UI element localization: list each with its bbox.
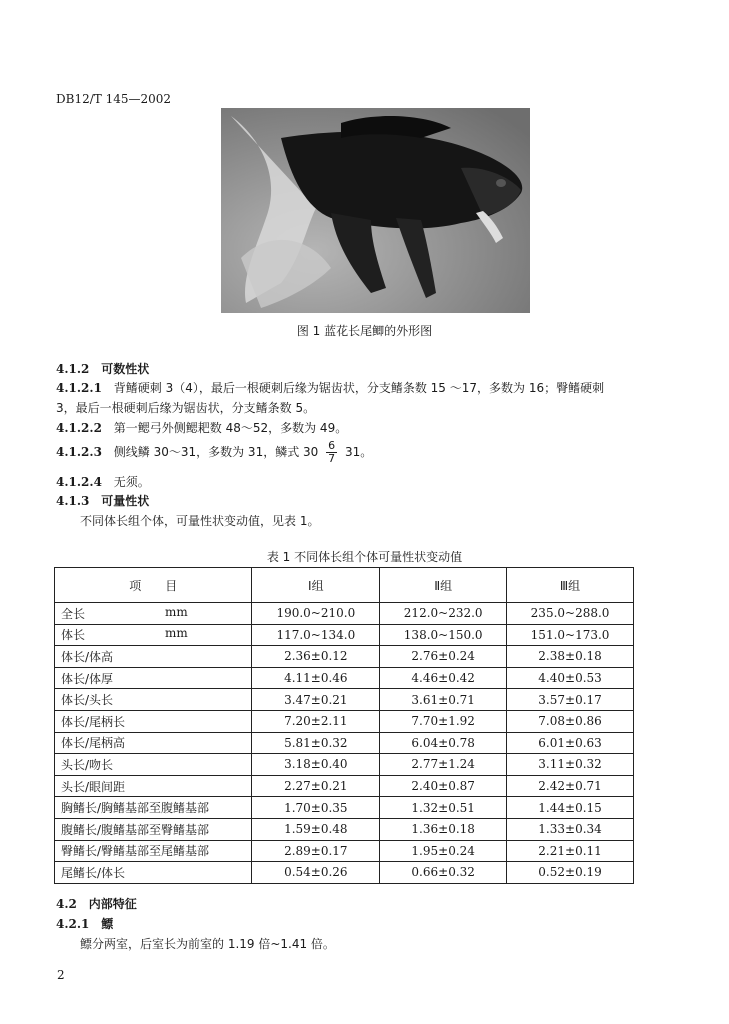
table-row (55, 862, 634, 884)
table-row (55, 646, 634, 668)
column-header: 项 目 (55, 568, 252, 603)
section-title: 鳔 (101, 917, 114, 931)
table-row (55, 603, 634, 625)
column-header: Ⅱ组 (380, 568, 507, 603)
value-cell: 4.40±0.53 (507, 667, 634, 689)
paragraph-text: 第一鳃弓外侧鳃耙数 48～52，多数为 49。 (113, 421, 348, 435)
value-cell: 235.0~288.0 (507, 603, 634, 625)
row-label-cell (55, 646, 252, 668)
row-label: 体长/体厚 (61, 671, 114, 686)
paragraph-text: 背鳍硬刺 3（4），最后一根硬刺后缘为锯齿状，分支鳍条数 15 ～17，多数为 16；臀鳍硬刺 (113, 381, 605, 395)
row-label: 体长/尾柄长 (61, 714, 126, 729)
row-label-cell (55, 689, 252, 711)
value-cell: 2.76±0.24 (380, 646, 507, 668)
row-unit: mm (165, 626, 188, 641)
table-row (55, 840, 634, 862)
value-cell: 0.54±0.26 (252, 862, 380, 884)
table-row (55, 689, 634, 711)
value-cell: 1.32±0.51 (380, 797, 507, 819)
value-cell: 212.0~232.0 (380, 603, 507, 625)
scale-formula-fraction (326, 440, 337, 465)
table-header-row (55, 568, 634, 603)
value-cell: 190.0~210.0 (252, 603, 380, 625)
row-label-cell (55, 818, 252, 840)
value-cell: 3.18±0.40 (252, 754, 380, 776)
value-cell: 6.01±0.63 (507, 732, 634, 754)
row-label: 体长/头长 (61, 693, 114, 708)
table-body (55, 603, 634, 884)
value-cell: 1.59±0.48 (252, 818, 380, 840)
value-cell: 7.70±1.92 (380, 710, 507, 732)
table-row (55, 775, 634, 797)
paragraph-text-end: 31。 (344, 445, 373, 459)
value-cell: 6.04±0.78 (380, 732, 507, 754)
row-label: 头长/吻长 (61, 757, 114, 772)
value-cell: 2.42±0.71 (507, 775, 634, 797)
table-row (55, 624, 634, 646)
value-cell: 1.33±0.34 (507, 818, 634, 840)
row-label-cell (55, 603, 252, 625)
value-cell: 7.08±0.86 (507, 710, 634, 732)
row-label-cell (55, 797, 252, 819)
row-label: 臀鳍长/臀鳍基部至尾鳍基部 (61, 844, 210, 859)
document-code: DB12/T 145—2002 (56, 92, 172, 106)
section-number: 4.1.2.3 (56, 445, 102, 459)
paragraph-4-1-2-3 (56, 440, 372, 465)
value-cell: 1.95±0.24 (380, 840, 507, 862)
value-cell: 138.0~150.0 (380, 624, 507, 646)
value-cell: 117.0~134.0 (252, 624, 380, 646)
paragraph-text: 无须。 (113, 475, 150, 489)
table-row (55, 710, 634, 732)
value-cell: 2.38±0.18 (507, 646, 634, 668)
table-row (55, 667, 634, 689)
value-cell: 1.44±0.15 (507, 797, 634, 819)
row-label: 胸鳍长/胸鳍基部至腹鳍基部 (61, 801, 210, 816)
value-cell: 2.21±0.11 (507, 840, 634, 862)
paragraph-4-2-1: 鳔分两室，后室长为前室的 1.19 倍~1.41 倍。 (80, 937, 335, 951)
heading-4-1-3 (56, 492, 149, 509)
value-cell: 4.11±0.46 (252, 667, 380, 689)
measurement-table (54, 567, 634, 884)
row-label-cell (55, 667, 252, 689)
section-number: 4.1.3 (56, 494, 90, 508)
fish-photo (221, 108, 530, 313)
value-cell: 3.47±0.21 (252, 689, 380, 711)
section-title: 可量性状 (101, 494, 150, 508)
row-label-cell (55, 710, 252, 732)
fish-illustration (221, 108, 530, 313)
value-cell: 7.20±2.11 (252, 710, 380, 732)
row-label: 体长/尾柄高 (61, 736, 126, 751)
heading-4-1-2 (56, 360, 149, 377)
table-title: 表 1 不同体长组个体可量性状变动值 (266, 550, 463, 564)
value-cell: 2.77±1.24 (380, 754, 507, 776)
section-number: 4.1.2.2 (56, 421, 102, 435)
section-number: 4.1.2 (56, 362, 90, 376)
row-label-cell (55, 862, 252, 884)
value-cell: 3.61±0.71 (380, 689, 507, 711)
paragraph-4-1-2-1 (56, 379, 604, 396)
section-number: 4.2.1 (56, 917, 90, 931)
row-label-cell (55, 732, 252, 754)
row-label: 尾鳍长/体长 (61, 865, 126, 880)
table-row (55, 797, 634, 819)
value-cell: 3.11±0.32 (507, 754, 634, 776)
value-cell: 0.66±0.32 (380, 862, 507, 884)
paragraph-4-1-2-2 (56, 419, 347, 436)
paragraph-4-1-3: 不同体长组个体，可量性状变动值，见表 1。 (80, 514, 320, 528)
heading-4-2-1 (56, 915, 113, 932)
row-unit: mm (165, 604, 188, 619)
table-row (55, 818, 634, 840)
page-number: 2 (57, 968, 65, 982)
row-label-cell (55, 840, 252, 862)
section-number: 4.2 (56, 897, 77, 911)
row-label-cell (55, 624, 252, 646)
column-header: Ⅲ组 (507, 568, 634, 603)
paragraph-4-1-2-1-cont: 3，最后一根硬刺后缘为锯齿状，分支鳍条数 5。 (56, 401, 316, 415)
section-number: 4.1.2.4 (56, 475, 102, 489)
row-label-cell (55, 775, 252, 797)
value-cell: 1.36±0.18 (380, 818, 507, 840)
row-label: 体长 (61, 628, 86, 643)
value-cell: 2.36±0.12 (252, 646, 380, 668)
heading-4-2 (56, 895, 137, 912)
fraction-numerator: 6 (328, 439, 336, 452)
value-cell: 5.81±0.32 (252, 732, 380, 754)
column-header: Ⅰ组 (252, 568, 380, 603)
section-title: 可数性状 (101, 362, 150, 376)
value-cell: 0.52±0.19 (507, 862, 634, 884)
value-cell: 3.57±0.17 (507, 689, 634, 711)
table-row (55, 754, 634, 776)
paragraph-4-1-2-4 (56, 473, 150, 490)
value-cell: 2.89±0.17 (252, 840, 380, 862)
row-label: 腹鳍长/腹鳍基部至臀鳍基部 (61, 822, 210, 837)
section-title: 内部特征 (88, 897, 137, 911)
paragraph-text: 侧线鳞 30～31，多数为 31，鳞式 30 (113, 445, 319, 459)
row-label: 体长/体高 (61, 649, 114, 664)
value-cell: 1.70±0.35 (252, 797, 380, 819)
value-cell: 4.46±0.42 (380, 667, 507, 689)
fraction-denominator: 7 (328, 452, 336, 465)
row-label: 全长 (61, 606, 86, 621)
row-label: 头长/眼间距 (61, 779, 126, 794)
value-cell: 2.27±0.21 (252, 775, 380, 797)
row-label-cell (55, 754, 252, 776)
figure-caption: 图 1 蓝花长尾鲫的外形图 (296, 324, 433, 338)
value-cell: 151.0~173.0 (507, 624, 634, 646)
table-row (55, 732, 634, 754)
value-cell: 2.40±0.87 (380, 775, 507, 797)
section-number: 4.1.2.1 (56, 381, 102, 395)
